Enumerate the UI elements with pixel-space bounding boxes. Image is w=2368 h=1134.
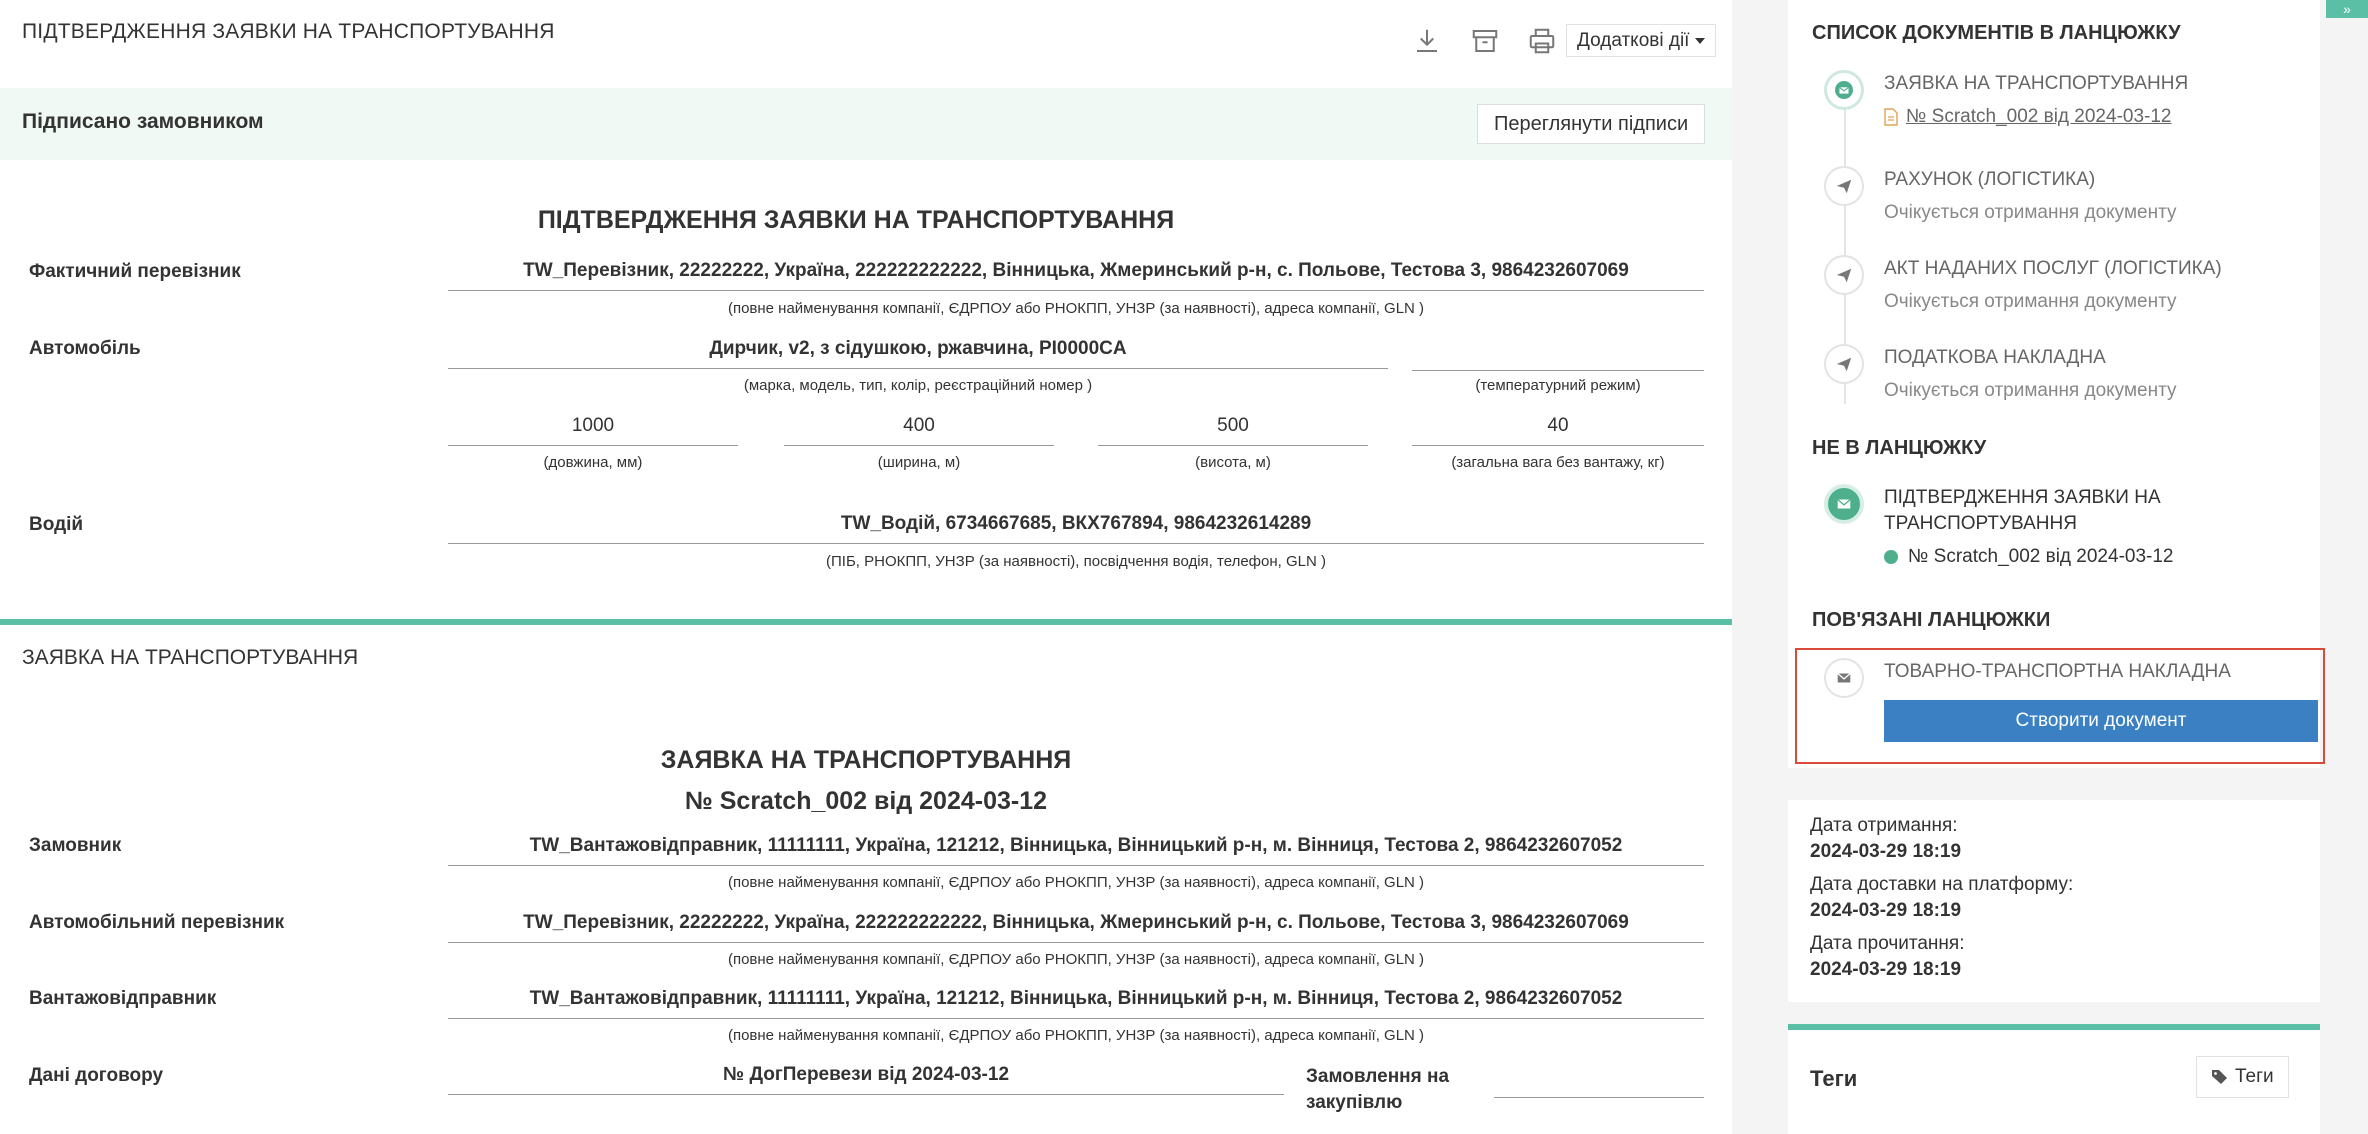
customer-label: Замовник <box>29 835 122 856</box>
view-signatures-button[interactable]: Переглянути підписи <box>1477 104 1705 144</box>
document-header <box>0 0 1732 88</box>
not-in-chain-item-title: ПІДТВЕРДЖЕННЯ ЗАЯВКИ НА ТРАНСПОРТУВАННЯ <box>1884 487 2161 534</box>
sidebar <box>1732 0 2368 1134</box>
file-icon <box>1884 108 1898 126</box>
request-title: ЗАЯВКА НА ТРАНСПОРТУВАННЯ <box>660 746 1072 774</box>
request-number: № Scratch_002 від 2024-03-12 <box>684 787 1048 815</box>
auto-carrier-value: TW_Перевізник, 22222222, Україна, 222222222222, Вінницька, Жмеринський р-н, с. Польове, Тестова 3, 9864232607069 <box>448 912 1704 943</box>
tags-card <box>1788 1024 2320 1134</box>
width-hint: (ширина, м) <box>877 454 961 471</box>
carrier-hint: (повне найменування компанії, ЄДРПОУ або РНОКПП, УНЗР (за наявності), адреса компанії, GLN ) <box>727 300 1425 317</box>
tags-button-label: Теги <box>2235 1066 2274 1087</box>
not-in-chain-title: НЕ В ЛАНЦЮЖКУ <box>1812 437 1987 459</box>
shipper-label: Вантажовідправник <box>29 988 217 1009</box>
length-hint: (довжина, мм) <box>543 454 643 471</box>
section-divider <box>0 619 1732 625</box>
temperature-hint: (температурний режим) <box>1475 377 1641 394</box>
chain-item-title: АКТ НАДАНИХ ПОСЛУГ (ЛОГІСТИКА) <box>1884 258 2222 279</box>
chain-title: СПИСОК ДОКУМЕНТІВ В ЛАНЦЮЖКУ <box>1812 22 2181 44</box>
shipper-value: TW_Вантажовідправник, 11111111, Україна, 121212, Вінницька, Вінницький р-н, м. Вінниця, Тестова 2, 9864232607052 <box>448 988 1704 1019</box>
paper-plane-icon <box>1824 344 1864 384</box>
height-value: 500 <box>1098 415 1368 446</box>
dates-card <box>1788 800 2320 1002</box>
received-date-label: Дата отримання: <box>1810 815 1958 836</box>
chain-item-title: РАХУНОК (ЛОГІСТИКА) <box>1884 169 2096 190</box>
read-date-label: Дата прочитання: <box>1810 933 1965 954</box>
tags-button[interactable] <box>2196 1056 2289 1098</box>
length-value: 1000 <box>448 415 738 446</box>
purchase-order-value <box>1494 1064 1704 1098</box>
not-in-chain-number-text: № Scratch_002 від 2024-03-12 <box>1908 546 2174 567</box>
carrier-label: Фактичний перевізник <box>29 261 241 282</box>
height-hint: (висота, м) <box>1195 454 1271 471</box>
chain-item-status: Очікується отримання документу <box>1884 380 2177 401</box>
print-icon[interactable] <box>1525 24 1559 58</box>
contract-value: № ДогПеревези від 2024-03-12 <box>448 1064 1284 1095</box>
customer-value: TW_Вантажовідправник, 11111111, Україна, 121212, Вінницька, Вінницький р-н, м. Вінниця, Тестова 2, 9864232607052 <box>448 835 1704 866</box>
shipper-hint: (повне найменування компанії, ЄДРПОУ або РНОКПП, УНЗР (за наявності), адреса компанії, GLN ) <box>727 1027 1425 1044</box>
carrier-value: TW_Перевізник, 22222222, Україна, 222222222222, Вінницька, Жмеринський р-н, с. Польове, Тестова 3, 9864232607069 <box>448 260 1704 291</box>
confirmation-title: ПІДТВЕРДЖЕННЯ ЗАЯВКИ НА ТРАНСПОРТУВАННЯ <box>537 206 1175 234</box>
width-value: 400 <box>784 415 1054 446</box>
driver-value: TW_Водій, 6734667685, ВКХ767894, 9864232614289 <box>448 513 1704 544</box>
related-chain-title: ТОВАРНО-ТРАНСПОРТНА НАКЛАДНА <box>1884 661 2231 682</box>
vehicle-label: Автомобіль <box>29 338 141 359</box>
create-document-button[interactable]: Створити документ <box>1884 700 2318 742</box>
chain-item-title: ПОДАТКОВА НАКЛАДНА <box>1884 347 2106 368</box>
received-date-value: 2024-03-29 18:19 <box>1810 841 1962 862</box>
chain-item-title: ЗАЯВКА НА ТРАНСПОРТУВАННЯ <box>1884 73 2189 94</box>
envelope-icon <box>1824 70 1864 110</box>
page-title: ПІДТВЕРДЖЕННЯ ЗАЯВКИ НА ТРАНСПОРТУВАННЯ <box>22 20 555 43</box>
weight-value: 40 <box>1412 415 1704 446</box>
envelope-icon <box>1824 658 1864 698</box>
paper-plane-icon <box>1824 255 1864 295</box>
more-actions-dropdown[interactable] <box>1566 24 1716 57</box>
driver-label: Водій <box>29 514 84 535</box>
delivered-date-label: Дата доставки на платформу: <box>1810 874 2074 895</box>
vehicle-value: Дирчик, v2, з сідушкою, ржавчина, PI0000CA <box>448 338 1388 369</box>
purchase-order-label: Замовлення на закупівлю <box>1306 1066 1450 1113</box>
document-chain-card <box>1788 0 2320 768</box>
envelope-icon <box>1824 484 1864 524</box>
related-chains-title: ПОВ'ЯЗАНІ ЛАНЦЮЖКИ <box>1812 609 2051 631</box>
customer-hint: (повне найменування компанії, ЄДРПОУ або РНОКПП, УНЗР (за наявності), адреса компанії, GLN ) <box>727 874 1425 891</box>
read-date-value: 2024-03-29 18:19 <box>1810 959 1962 980</box>
delivered-date-value: 2024-03-29 18:19 <box>1810 900 1962 921</box>
signature-status-bar <box>0 88 1732 160</box>
weight-hint: (загальна вага без вантажу, кг) <box>1451 454 1665 471</box>
download-icon[interactable] <box>1410 24 1444 58</box>
chain-item-link[interactable] <box>1884 106 2172 128</box>
more-actions-label: Додаткові дії <box>1577 29 1690 51</box>
tags-title: Теги <box>1810 1066 1858 1091</box>
signature-status: Підписано замовником <box>22 110 264 133</box>
archive-icon[interactable] <box>1468 24 1502 58</box>
request-section-title: ЗАЯВКА НА ТРАНСПОРТУВАННЯ <box>22 646 359 669</box>
contract-label: Дані договору <box>29 1065 164 1086</box>
not-in-chain-item-number <box>1884 546 2174 568</box>
chain-item-link-text: № Scratch_002 від 2024-03-12 <box>1906 106 2172 127</box>
vehicle-hint: (марка, модель, тип, колір, реєстраційний номер ) <box>743 377 1093 394</box>
paper-plane-icon <box>1824 166 1864 206</box>
auto-carrier-hint: (повне найменування компанії, ЄДРПОУ або РНОКПП, УНЗР (за наявності), адреса компанії, GLN ) <box>727 951 1425 968</box>
chain-item-status: Очікується отримання документу <box>1884 291 2177 312</box>
chain-item-status: Очікується отримання документу <box>1884 202 2177 223</box>
tag-icon <box>2211 1069 2229 1085</box>
auto-carrier-label: Автомобільний перевізник <box>29 912 285 933</box>
driver-hint: (ПІБ, РНОКПП, УНЗР (за наявності), посвідчення водія, телефон, GLN ) <box>826 553 1326 570</box>
caret-down-icon <box>1695 38 1705 44</box>
temperature-value <box>1412 338 1704 371</box>
collapse-arrow-icon[interactable]: » <box>2326 0 2368 18</box>
status-dot <box>1884 550 1898 564</box>
